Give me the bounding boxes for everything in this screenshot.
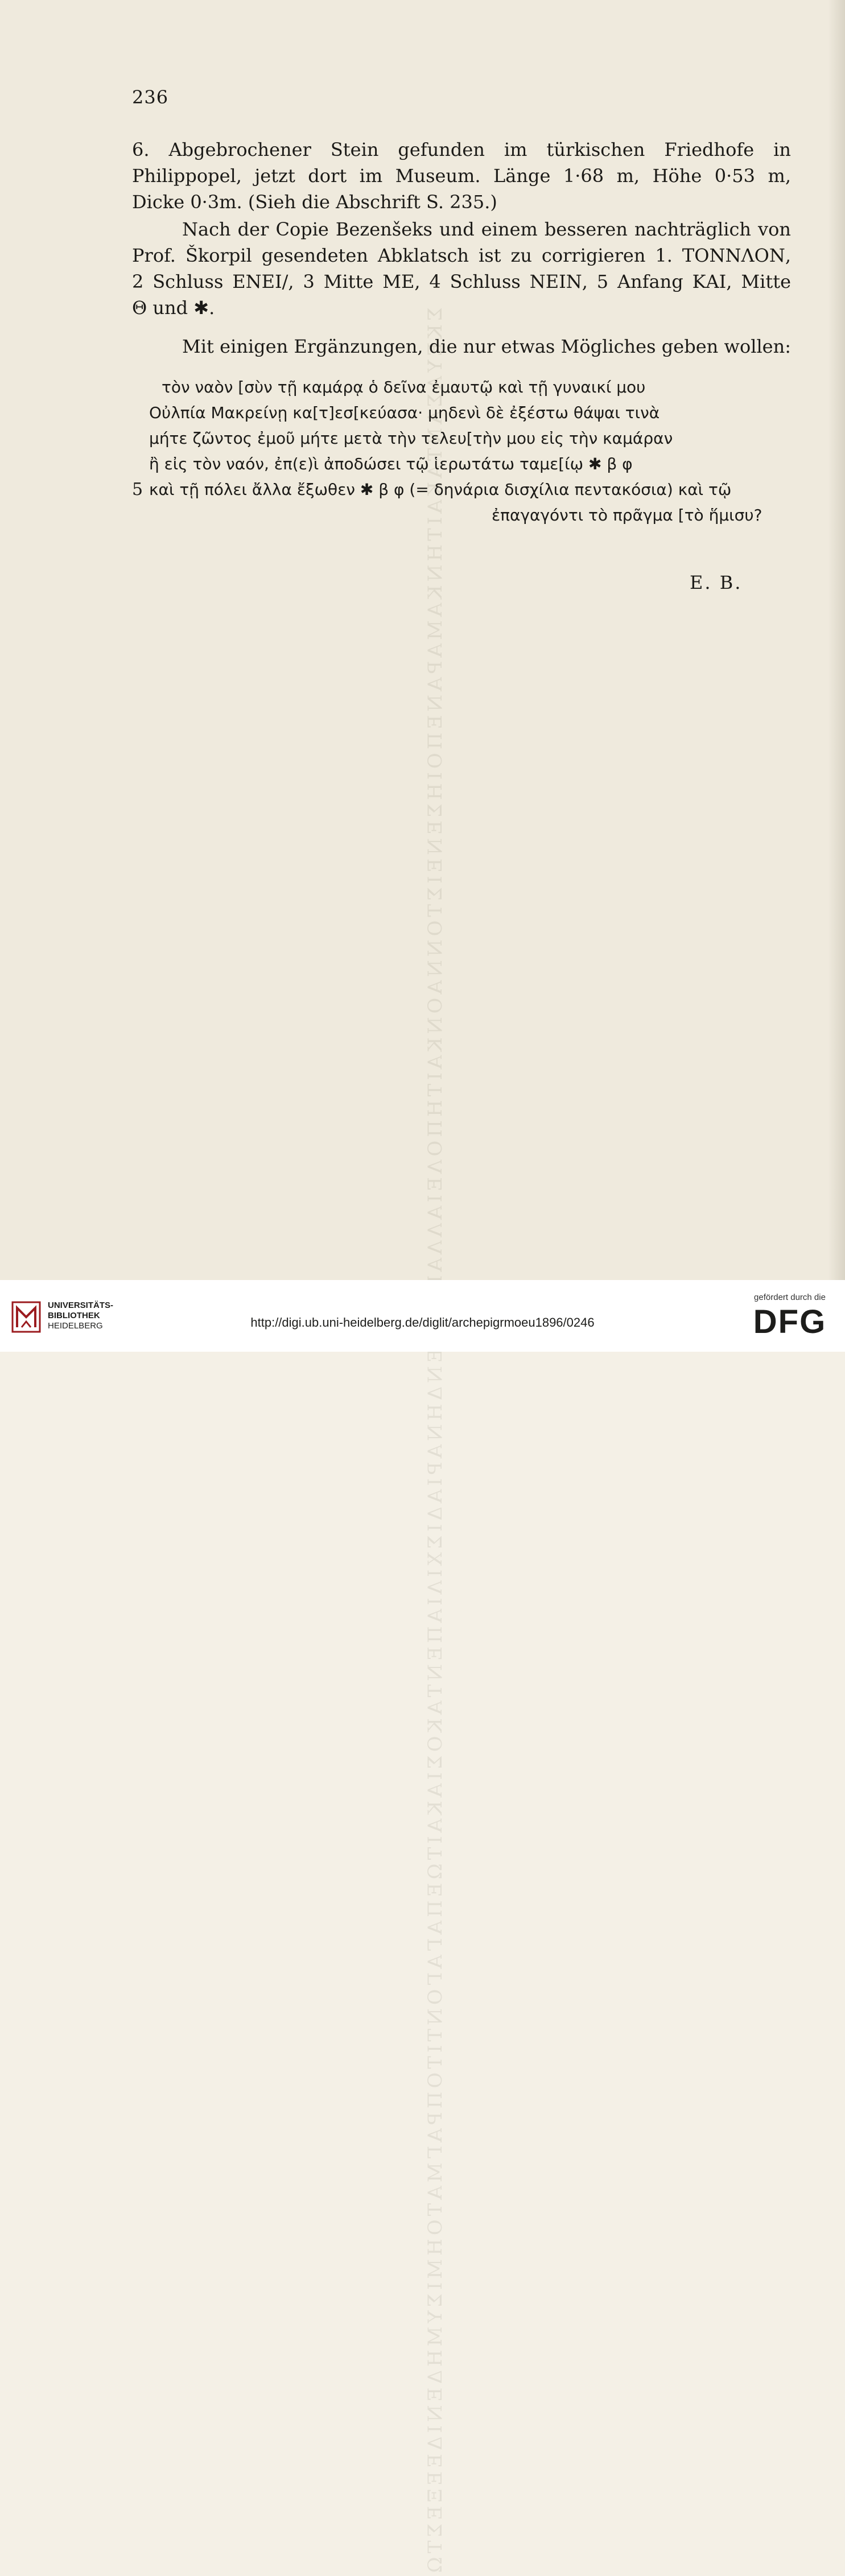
text-line: Mit einigen Ergänzungen, die nur etwas Mögliches geben wollen: [182, 336, 791, 357]
dfg-logo: DFG [753, 1303, 827, 1340]
page-number: 236 [132, 86, 169, 108]
greek-line [132, 451, 791, 477]
sponsor-block [747, 1293, 832, 1339]
greek-line [132, 400, 791, 426]
text-line: 2 Schluss ΕΝΕΙ/, 3 Mitte ΜΕ, 4 Schluss ΝΕΙΝ, 5 Anfang ΚΑΙ, Mitte [132, 271, 791, 292]
greek-line [132, 502, 791, 528]
greek-line-text: τὸν ναὸν [σὺν τῇ καμάρᾳ ὁ δεῖνα ἐμαυτῷ καὶ τῇ γυναικί μου [162, 378, 646, 397]
footer-bar [0, 1280, 845, 1352]
sponsor-text: gefördert durch die [754, 1293, 826, 1302]
greek-line-text: ἢ εἰς τὸν ναόν, ἐπ(ε)ὶ ἀποδώσει τῷ ἱερωτάτω ταμε[ίῳ ✱ β φ [149, 455, 633, 473]
paragraph-intro [132, 333, 791, 360]
permalink-url[interactable]: http://digi.ub.uni-heidelberg.de/diglit/archepigrmoeu1896/0246 [250, 1315, 595, 1330]
text-line: Prof. Škorpil gesendeten Abklatsch ist zu corrigieren 1. ΤΟΝΝΛΟΝ, [132, 245, 791, 266]
greek-line-text: Οὐλπία Μακρείνῃ κα[τ]εσ[κεύασα· μηδενὶ δὲ ἐξέστω θάψαι τινὰ [149, 403, 660, 422]
line-number: 5 [132, 480, 143, 499]
university-name-line: UNIVERSITÄTS- [48, 1301, 114, 1310]
bleed-through-texture: ΣΚΕΥΑΣΑΝΤΑΚΑΙΤΗΝΚΑΜΑΡΑΝΕΠΟΙΗΣΕΝΕΙΣΤΟΝΝΑΟΝΚΑΙΤΗΠΟΛΕΙΑΛΛΑΕΞΩΘΕΝΔΗΝΑΡΙΑΔΙΣΧΙΛΙΑΠΕΝΤΑΚΟΣΙΑΚΑΙΤΩΕΠΑΓΑΓΟΝΤΙΤΟΠΡΑΓΜΑΤΟΗΜΙΣΥΜΗΔΕΝΙΔΕΕΞΕΣΤΩ [424, 307, 447, 2576]
greek-transcription [132, 374, 791, 528]
greek-line-text: ἐπαγαγόντι τὸ πρᾶγμα [τὸ ἥμισυ? [492, 506, 762, 525]
greek-line [132, 426, 791, 451]
paragraph-description [132, 137, 791, 215]
text-line: Θ und ✱. [132, 297, 215, 319]
scan-edge-shadow [828, 0, 845, 1280]
text-line: Nach der Copie Bezenšeks und einem besseren nachträglich von [182, 218, 791, 240]
university-name-line: BIBLIOTHEK [48, 1311, 100, 1320]
author-signature: E. B. [690, 572, 743, 593]
paragraph-corrections [132, 216, 791, 321]
greek-line-text: μήτε ζῶντος ἐμοῦ μήτε μετὰ τὴν τελευ[τὴν μου εἰς τὴν καμάραν [149, 429, 673, 448]
university-name-line: HEIDELBERG [48, 1321, 103, 1331]
text-line: 6. Abgebrochener Stein gefunden im türkischen Friedhofe in [132, 139, 791, 160]
text-line: Philippopel, jetzt dort im Museum. Länge 1·68 m, Höhe 0·53 m, [132, 165, 791, 187]
greek-line [132, 477, 791, 502]
greek-line-text: καὶ τῇ πόλει ἄλλα ἔξωθεν ✱ β φ (= δηνάρια δισχίλια πεντακόσια) καὶ τῷ [149, 480, 732, 499]
greek-line [132, 374, 791, 400]
text-line: Dicke 0·3m. (Sieh die Abschrift S. 235.) [132, 191, 497, 213]
